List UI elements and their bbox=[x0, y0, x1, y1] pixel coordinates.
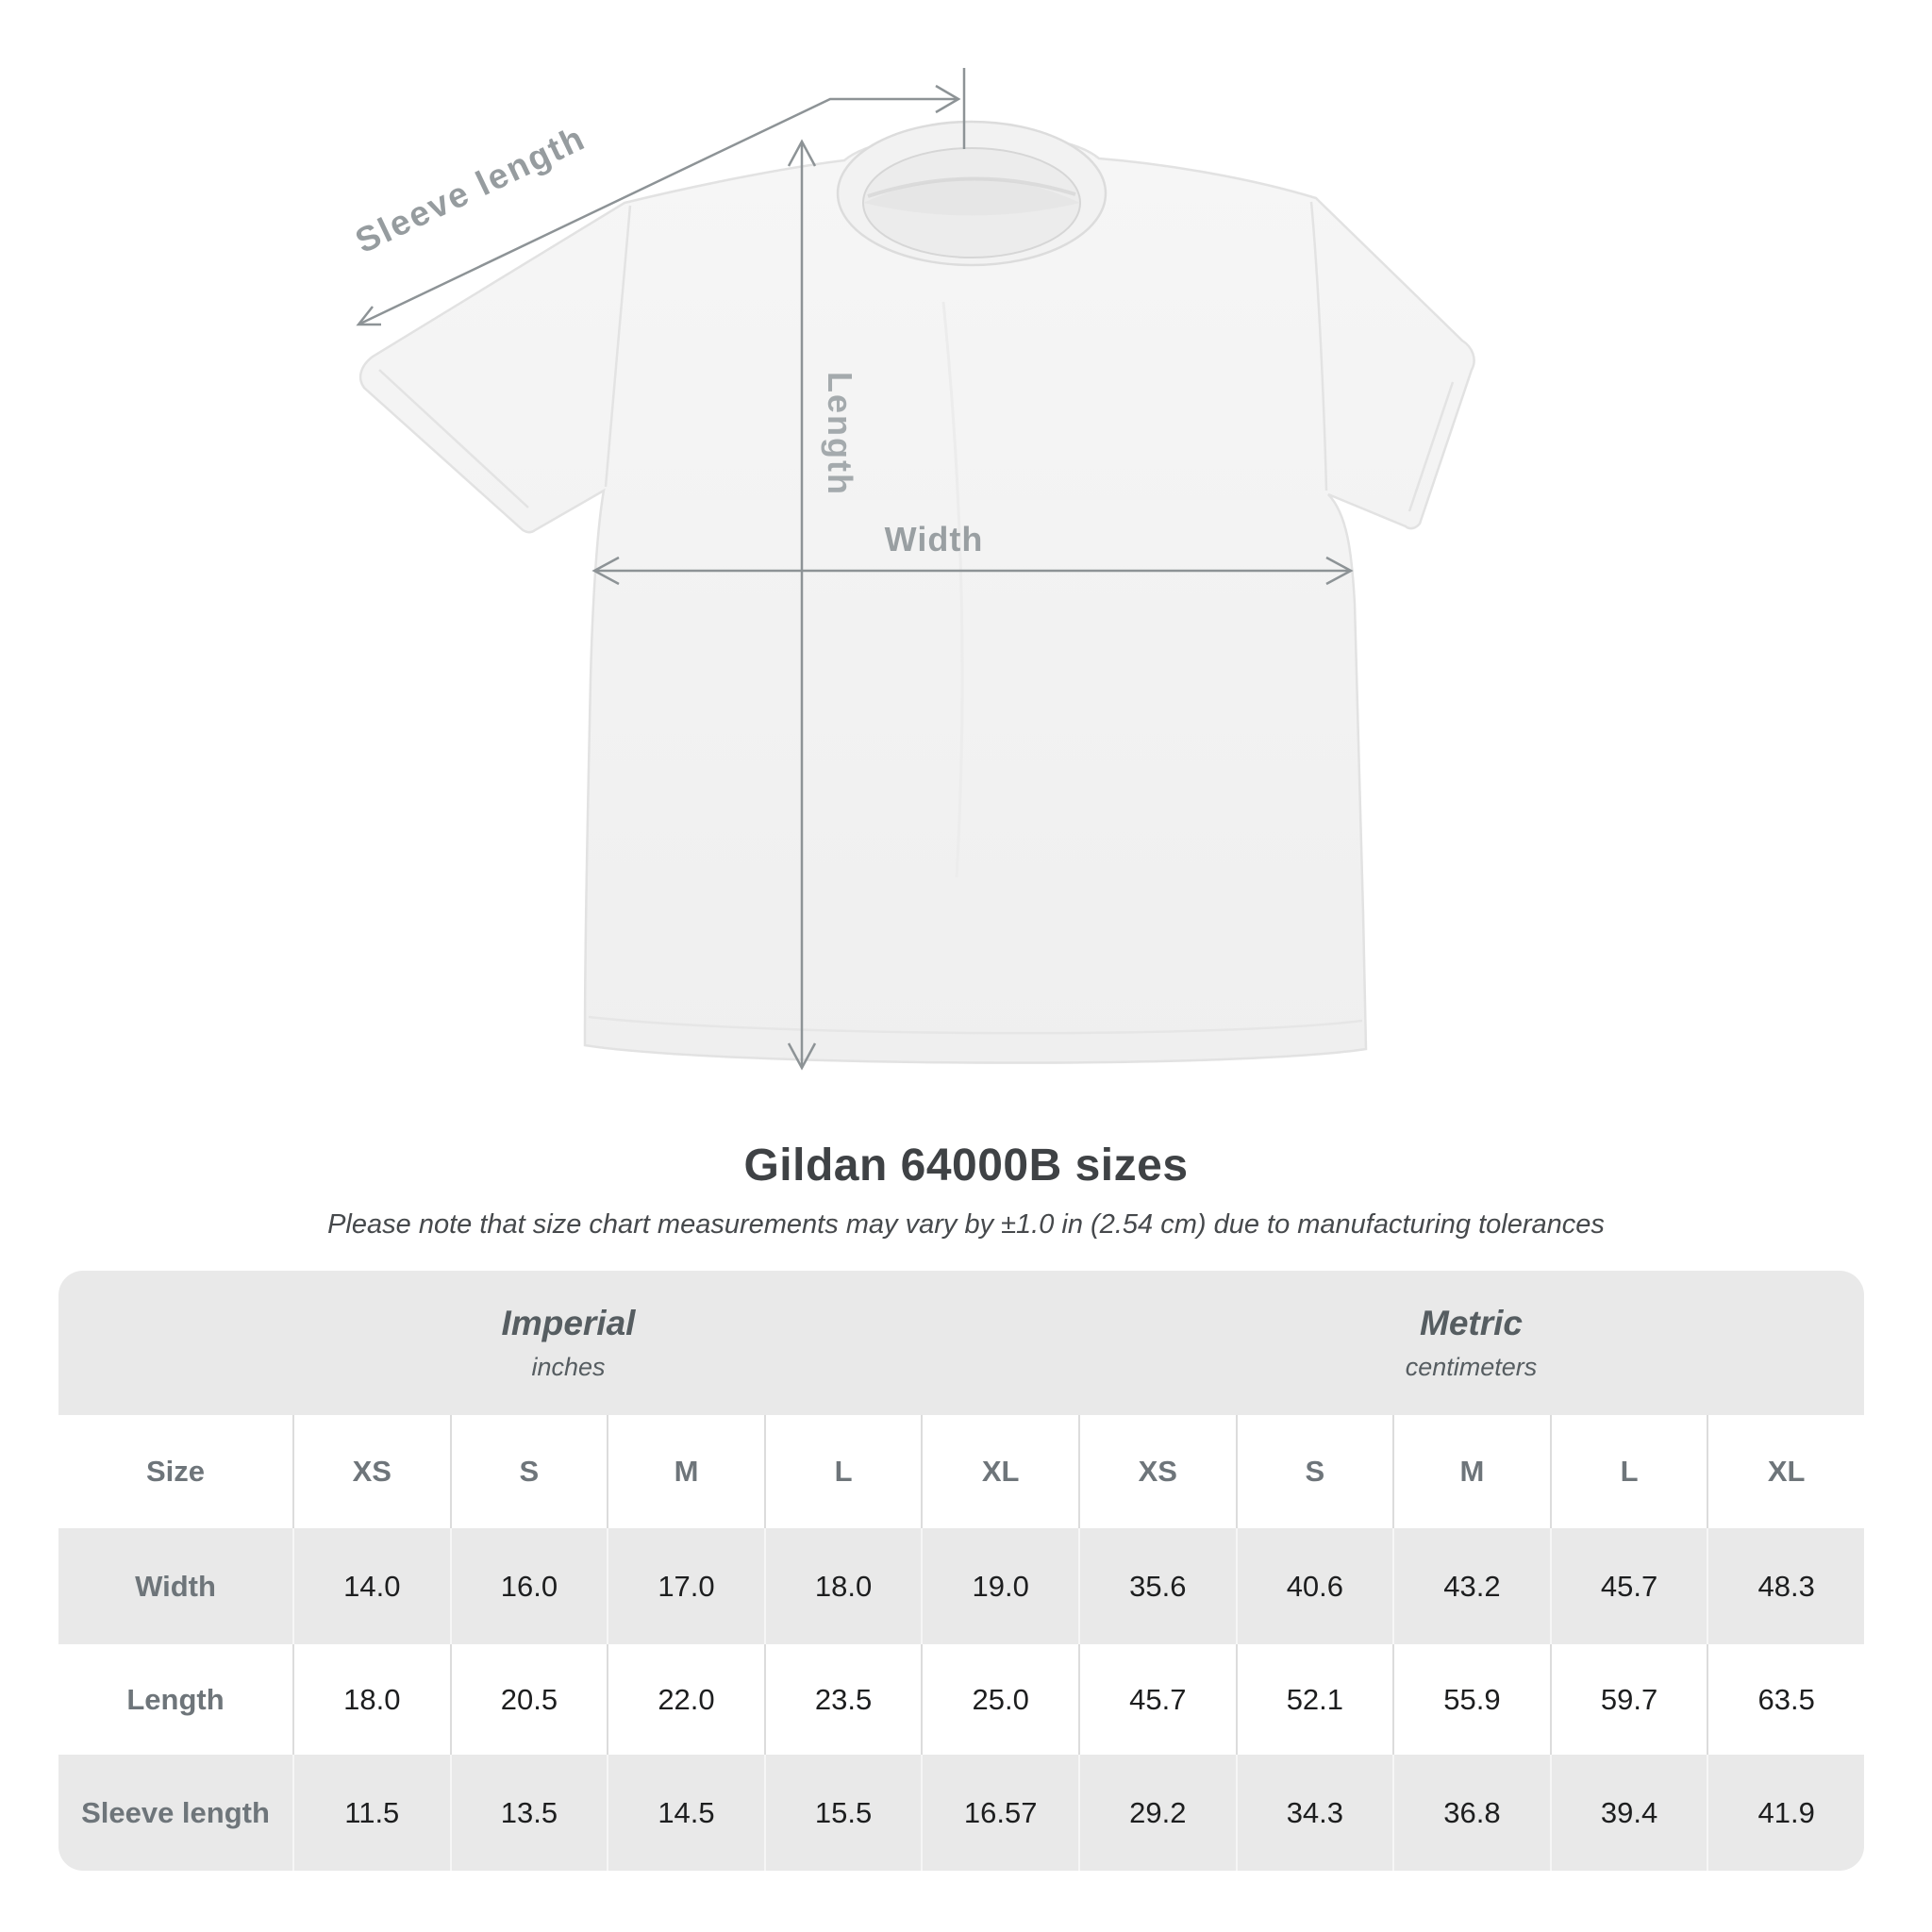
table-cell: 18.0 bbox=[764, 1528, 922, 1644]
width-label: Width bbox=[884, 520, 984, 558]
width-row bbox=[58, 1528, 1864, 1644]
table-cell: 43.2 bbox=[1392, 1528, 1550, 1644]
table-cell: 22.0 bbox=[607, 1644, 764, 1755]
size-header-cell: S bbox=[450, 1415, 608, 1528]
table-cell: 52.1 bbox=[1236, 1644, 1393, 1755]
size-column-header: Size bbox=[145, 1455, 206, 1488]
size-header-cell: XS bbox=[1078, 1415, 1236, 1528]
size-header-cell: S bbox=[1236, 1415, 1393, 1528]
table-cell: 36.8 bbox=[1392, 1755, 1550, 1871]
table-cell: 35.6 bbox=[1078, 1528, 1236, 1644]
size-header-cell: L bbox=[1550, 1415, 1707, 1528]
table-cell: 39.4 bbox=[1550, 1755, 1707, 1871]
table-cell: 17.0 bbox=[607, 1528, 764, 1644]
table-cell: 16.57 bbox=[921, 1755, 1078, 1871]
table-cell: 13.5 bbox=[450, 1755, 608, 1871]
table-cell: 14.0 bbox=[292, 1528, 450, 1644]
table-cell: 15.5 bbox=[764, 1755, 922, 1871]
table-cell: 45.7 bbox=[1550, 1528, 1707, 1644]
imperial-unit: inches bbox=[531, 1353, 606, 1381]
metric-header bbox=[1078, 1271, 1864, 1415]
row-label: Length bbox=[126, 1682, 225, 1716]
page-title: Gildan 64000B sizes bbox=[743, 1141, 1189, 1191]
size-header-cell: M bbox=[1392, 1415, 1550, 1528]
size-header-cell: M bbox=[607, 1415, 764, 1528]
size-header-cell: XL bbox=[921, 1415, 1078, 1528]
table-cell: 63.5 bbox=[1707, 1644, 1864, 1755]
table-cell: 34.3 bbox=[1236, 1755, 1393, 1871]
table-cell: 29.2 bbox=[1078, 1755, 1236, 1871]
row-label: Width bbox=[135, 1569, 216, 1603]
size-header-cell: XL bbox=[1707, 1415, 1864, 1528]
size-table bbox=[58, 1271, 1864, 1871]
metric-title: Metric bbox=[1420, 1304, 1523, 1342]
table-cell: 14.5 bbox=[607, 1755, 764, 1871]
collar bbox=[838, 122, 1106, 265]
imperial-header bbox=[58, 1271, 1078, 1415]
table-cell: 59.7 bbox=[1550, 1644, 1707, 1755]
table-cell: 18.0 bbox=[292, 1644, 450, 1755]
length-label: Length bbox=[821, 372, 859, 496]
table-cell: 11.5 bbox=[292, 1755, 450, 1871]
tshirt-graphic bbox=[360, 122, 1474, 1063]
table-cell: 40.6 bbox=[1236, 1528, 1393, 1644]
table-cell: 25.0 bbox=[921, 1644, 1078, 1755]
table-cell: 45.7 bbox=[1078, 1644, 1236, 1755]
table-header-band bbox=[58, 1271, 1864, 1415]
table-cell: 41.9 bbox=[1707, 1755, 1864, 1871]
table-cell: 23.5 bbox=[764, 1644, 922, 1755]
metric-unit: centimeters bbox=[1405, 1353, 1538, 1381]
row-label: Sleeve length bbox=[81, 1795, 270, 1829]
table-cell: 48.3 bbox=[1707, 1528, 1864, 1644]
table-cell: 55.9 bbox=[1392, 1644, 1550, 1755]
sleeve-length-row bbox=[58, 1755, 1864, 1871]
length-row bbox=[58, 1644, 1864, 1755]
table-cell: 16.0 bbox=[450, 1528, 608, 1644]
size-header-cell: L bbox=[764, 1415, 922, 1528]
size-header-row bbox=[58, 1415, 1864, 1528]
table-cell: 20.5 bbox=[450, 1644, 608, 1755]
sleeve-length-label: Sleeve length bbox=[349, 118, 591, 261]
size-header-cell: XS bbox=[292, 1415, 450, 1528]
tolerance-note: Please note that size chart measurements may vary by ±1.0 in (2.54 cm) due to manufacturing tolerances bbox=[327, 1209, 1605, 1240]
imperial-title: Imperial bbox=[501, 1304, 636, 1342]
table-cell: 19.0 bbox=[921, 1528, 1078, 1644]
